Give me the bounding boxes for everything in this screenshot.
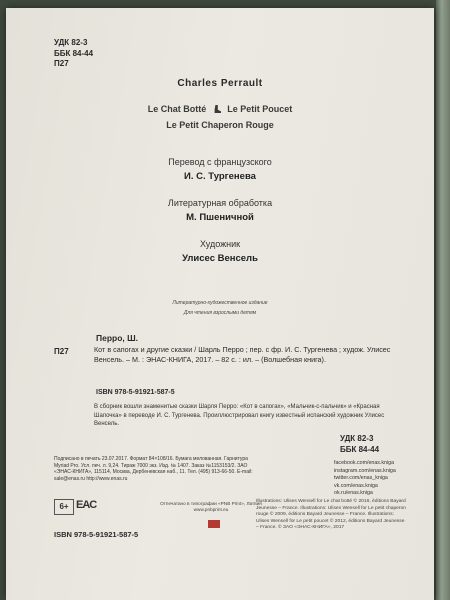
catalog-isbn: ISBN 978-5-91921-587-5 (96, 389, 175, 396)
translation-role: Перевод с французского (168, 157, 272, 167)
illustrator-name: Улисес Венсель (182, 253, 258, 264)
author-name: Charles Perrault (177, 78, 263, 89)
title-chat-botte: Le Chat Botté (147, 104, 207, 114)
classification-codes-right (340, 433, 390, 455)
catalog-annotation: В сборник вошли знаменитые сказки Шарля Перро: «Кот в сапогах», «Мальчик-с-пальчик» и «Красная Шапочка» в переводе И. С. Тургенева. Проиллюстрировал книгу известный испанский художник Улисес Венсель. (94, 404, 385, 428)
udk-code-right: УДК 82-3 (340, 434, 374, 443)
udk-code: УДК 82-3 (54, 38, 88, 47)
adaptation-role: Литературная обработка (167, 198, 273, 208)
book-page (6, 8, 434, 600)
bbk-code: ББК 84-44 (54, 48, 94, 58)
social-link[interactable]: vk.com/enas.kniga (334, 482, 378, 489)
adapter-name: М. Пшеничной (186, 212, 254, 223)
illustration-credits: Illustrations: Ulises Wensell for Le chat botté © 2016, éditions Bayard Jeunesse – France. Illustrations: Ulises Wensell for Le petit chaperon rouge © 2009, éditions Bayard Jeunesse – France. Illustrations: Ulises Wensell for Le petit poucet © 2012, éditions Bayard Jeunesse – France. © ЗАО «ЭНАС-КНИГА», 2017 (256, 499, 406, 531)
genre-line-2: Для чтения взрослыми детям (183, 310, 257, 316)
titles-line-1 (6, 104, 434, 114)
author-code: П27 (54, 59, 69, 68)
genre-line-1: Литературно-художественное издание (172, 300, 268, 306)
imprint-info: Подписано в печать 23.07.2017. Формат 84×108/16. Бумага мелованная. Гарнитура Myriad Pro. Усл. печ. л. 9,24. Тираж 7000 экз. Изд. № 1407. Заказ №1153153/2. ЗАО «ЭНАС-КНИГА», 115114, Москва, Дербеневская наб., 11. Тел. (495) 913-66-50. E-mail: sale@enas.ru http://www.enas.ru (54, 456, 253, 482)
book-gutter (436, 0, 450, 600)
illustrator-role: Художник (199, 239, 241, 249)
catalog-author: Перро, Ш. (96, 333, 139, 343)
bbk-code-right: ББК 84-44 (340, 445, 380, 454)
title-petit-chaperon: Le Petit Chaperon Rouge (166, 120, 274, 130)
eac-mark: EAC (76, 499, 97, 511)
isbn-bottom: ISBN 978-5-91921-587-5 (54, 530, 139, 539)
printer-logo-icon (208, 520, 220, 528)
social-link[interactable]: twitter.com/enas_kniga (334, 475, 388, 481)
title-petit-poucet: Le Petit Poucet (227, 104, 293, 114)
social-link[interactable]: instagram.com/enas.kniga (334, 467, 396, 474)
social-link[interactable]: facebook.com/enas.kniga (334, 460, 395, 466)
printing-house: Отпечатано в типографии «PNB Print», Латвия www.pnbprint.eu (160, 501, 262, 513)
boot-icon (213, 105, 221, 113)
catalog-description: Кот в сапогах и другие сказки / Шарль Перро ; пер. с фр. И. С. Тургенева ; худож. Улисес Венсель. – М. : ЭНАС-КНИГА, 2017. – 82 с. : ил. – (Волшебная книга). (94, 345, 391, 364)
age-rating: 6+ (54, 499, 74, 515)
catalog-code: П27 (54, 347, 69, 356)
social-links (334, 460, 434, 498)
social-link[interactable]: ok.ru/enas.kniga (334, 490, 373, 496)
classification-codes (54, 38, 93, 70)
translator-name: И. С. Тургенева (184, 171, 256, 182)
